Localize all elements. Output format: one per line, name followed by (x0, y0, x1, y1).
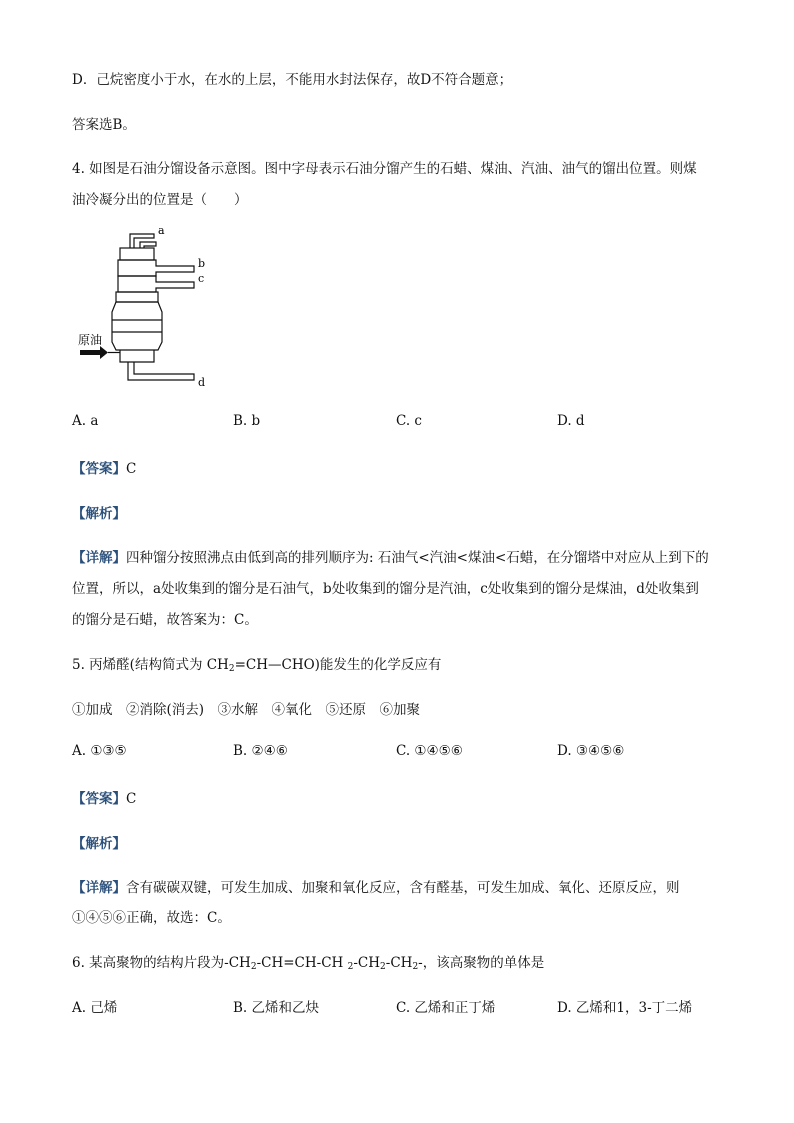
crude-arrow-head (100, 346, 108, 359)
q5-detail-line1 (72, 876, 680, 896)
q6-option-b: B. 乙烯和乙炔 (233, 1000, 320, 1016)
q4-stem-line1: 4. 如图是石油分馏设备示意图。图中字母表示石油分馏产生的石蜡、煤油、汽油、油气的馏出位置。则煤 (72, 161, 697, 177)
q5-analysis-label: 【解析】 (72, 836, 126, 852)
q5-answer-value: C (126, 791, 137, 807)
q6-stem-e: -，该高聚物的单体是 (418, 955, 545, 971)
q4-analysis (72, 502, 126, 522)
outlet-b-pipe (118, 260, 194, 276)
prev-option-d-text: D．己烷密度小于水，在水的上层，不能用水封法保存，故D不符合题意； (72, 72, 513, 88)
q5-stem-pre: 5. 丙烯醛(结构简式为 CH (72, 657, 229, 673)
q4-detail-line1 (72, 546, 709, 566)
column-body (112, 302, 162, 350)
q6-sub4: 2 (412, 962, 419, 972)
outlet-c-pipe (118, 276, 194, 292)
q5-option-a: A. ①③⑤ (72, 743, 127, 759)
q4-detail-line3: 的馏分是石蜡，故答案为：C。 (72, 612, 258, 628)
q4-option-a: A. a (72, 413, 99, 429)
crude-oil-label: 原油 (78, 333, 103, 347)
q6-sub2: 2 (347, 962, 354, 972)
q5-stem-sub: 2 (228, 664, 235, 674)
q5-detail-text1: 含有碳碳双键，可发生加成、加聚和氧化反应，含有醛基，可发生加成、氧化、还原反应，则 (126, 880, 680, 896)
q5-reactions: ①加成 ②消除(消去) ③水解 ④氧化 ⑤还原 ⑥加聚 (72, 702, 421, 718)
column-cap (140, 242, 156, 248)
q4-answer-value: C (126, 461, 137, 477)
q4-analysis-label: 【解析】 (72, 506, 126, 522)
column-bottom (120, 350, 154, 362)
q6-stem-d: -CH (385, 955, 413, 971)
q4-option-c: C. c (396, 413, 422, 429)
q4-answer-label: 【答案】 (72, 461, 126, 477)
label-c: c (198, 272, 205, 285)
q4-detail-label: 【详解】 (72, 550, 126, 566)
q5-stem-post: =CH—CHO)能发生的化学反应有 (234, 657, 442, 673)
q6-stem-c: -CH (353, 955, 381, 971)
q5-option-b: B. ②④⑥ (233, 743, 288, 759)
q5-detail-label: 【详解】 (72, 880, 126, 896)
q4-stem-line2: 油冷凝分出的位置是（ ） (72, 192, 248, 208)
crude-arrow-shaft (80, 350, 100, 355)
column-top-section (120, 248, 154, 260)
label-a: a (158, 224, 165, 237)
q5-answer (72, 787, 136, 807)
q6-option-d: D. 乙烯和1，3-丁二烯 (557, 1000, 693, 1016)
column-section-1 (116, 292, 158, 302)
q5-option-d: D. ③④⑤⑥ (557, 743, 625, 759)
q6-option-a: A. 己烯 (72, 1000, 118, 1016)
q5-option-c: C. ①④⑤⑥ (396, 743, 463, 759)
outlet-d-pipe (128, 362, 194, 380)
q4-answer (72, 457, 136, 477)
fractionating-column-diagram (70, 222, 220, 392)
q5-stem (72, 653, 441, 674)
label-b: b (198, 257, 206, 270)
q6-stem-a: 6. 某高聚物的结构片段为-CH (72, 955, 251, 971)
q5-analysis (72, 832, 126, 852)
q5-answer-label: 【答案】 (72, 791, 126, 807)
q6-option-c: C. 乙烯和正丁烯 (396, 1000, 496, 1016)
q6-sub3: 2 (380, 962, 386, 972)
q6-stem-b: -CH=CH-CH (256, 955, 348, 971)
q5-detail-line2: ①④⑤⑥正确，故选：C。 (72, 910, 231, 926)
q6-stem (72, 951, 544, 972)
q4-option-d: D. d (557, 413, 585, 429)
prev-answer-text: 答案选B。 (72, 117, 136, 133)
q4-detail-text1: 四种馏分按照沸点由低到高的排列顺序为: 石油气<汽油<煤油<石蜡，在分馏塔中对应从上到下的 (126, 550, 709, 566)
q4-option-b: B. b (233, 413, 261, 429)
q4-detail-line2: 位置，所以，a处收集到的馏分是石油气，b处收集到的馏分是汽油，c处收集到的馏分是煤油，d处收集到 (72, 581, 699, 597)
q6-sub1: 2 (250, 962, 257, 972)
label-d: d (198, 376, 206, 389)
